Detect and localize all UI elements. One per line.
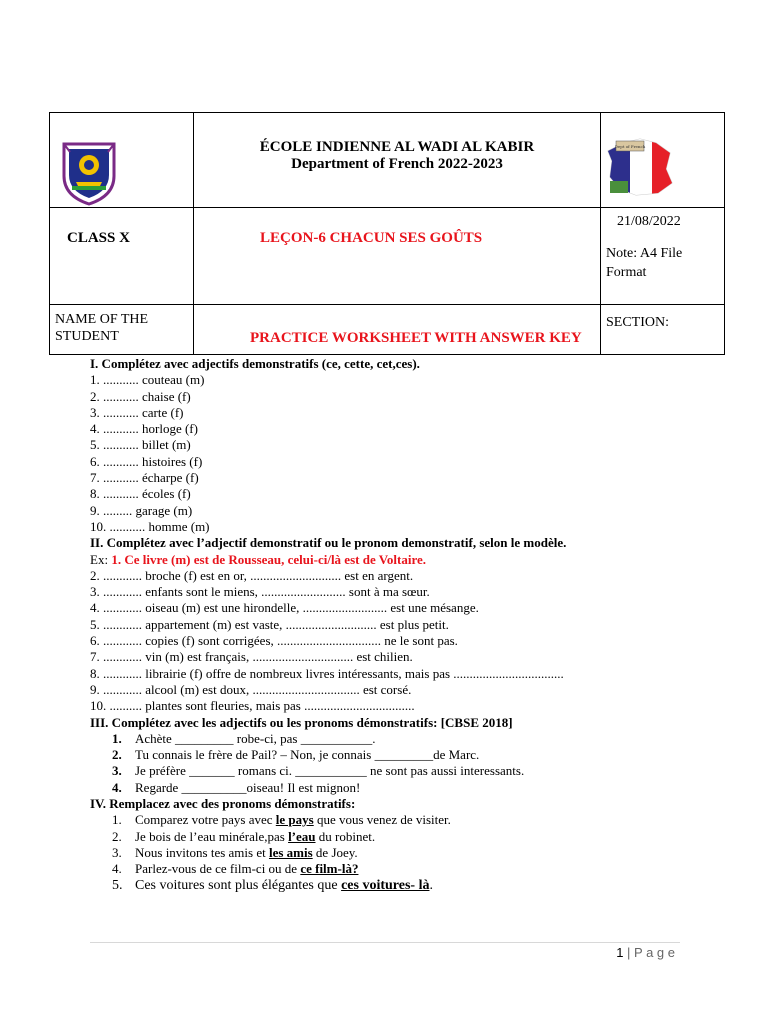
- list-item: 5. ............ appartement (m) est vaste, ............................ est plus petit.: [90, 616, 449, 632]
- section-4-list: [90, 812, 710, 893]
- flag-cell: [601, 113, 725, 208]
- list-item: 3. ........... carte (f): [90, 404, 184, 420]
- worksheet-body: [90, 356, 710, 894]
- logo-cell: [50, 113, 194, 208]
- page-footer: [616, 945, 675, 960]
- list-item: 4. Parlez-vous de ce film-ci ou de ce film-là?: [112, 861, 359, 877]
- school-name: ÉCOLE INDIENNE AL WADI AL KABIR: [259, 139, 535, 155]
- worksheet-title: PRACTICE WORKSHEET WITH ANSWER KEY: [250, 330, 582, 346]
- list-item: 4. ............ oiseau (m) est une hirondelle, .......................... est une mésange.: [90, 600, 479, 616]
- list-item: 9. ............ alcool (m) est doux, ................................. est corsé.: [90, 681, 412, 697]
- class-label: CLASS X: [67, 230, 130, 246]
- student-name-label: NAME OF THE STUDENT: [55, 312, 149, 344]
- list-item: 4. Regarde __________oiseau! Il est mignon!: [112, 779, 361, 795]
- lesson-title: LEÇON-6 CHACUN SES GOÛTS: [260, 230, 483, 246]
- school-crest-icon: [60, 140, 118, 206]
- list-item: 1. Comparez votre pays avec le pays que vous venez de visiter.: [112, 812, 451, 828]
- list-item: 3. Nous invitons tes amis et les amis de Joey.: [112, 844, 358, 860]
- example-prefix: Ex:: [90, 551, 112, 567]
- school-title-cell: [194, 113, 601, 208]
- section-2-heading: II. Complétez avec l’adjectif demonstratif ou le pronom demonstratif, selon le modèle.: [90, 535, 567, 551]
- section-2-list: [90, 568, 710, 715]
- list-item: 1. ........... couteau (m): [90, 372, 205, 388]
- section-2-example: [90, 552, 710, 568]
- footer-divider: [90, 942, 680, 943]
- list-item: 10. .......... plantes sont fleuries, mais pas ..................................: [90, 698, 415, 714]
- flag-badge-text: Dept of French: [614, 144, 646, 149]
- class-cell: [50, 208, 194, 305]
- list-item: 7. ............ vin (m) est français, ............................... est chilien.: [90, 649, 413, 665]
- header-table: [49, 112, 725, 355]
- section-cell: [601, 305, 725, 355]
- list-item: 5. ........... billet (m): [90, 437, 191, 453]
- list-item: 8. ........... écoles (f): [90, 486, 191, 502]
- list-item: 4. ........... horloge (f): [90, 421, 198, 437]
- list-item: 5. Ces voitures sont plus élégantes que ces voitures- là.: [112, 877, 433, 893]
- worksheet-cell: [194, 305, 601, 355]
- date-cell: [601, 208, 725, 305]
- france-map-flag-icon: [606, 137, 676, 197]
- list-item: 2. Je bois de l’eau minérale,pas l’eau du robinet.: [112, 828, 376, 844]
- list-item: 9. ......... garage (m): [90, 502, 193, 518]
- section-3-heading: III. Complétez avec les adjectifs ou les pronoms démonstratifs: [CBSE 2018]: [90, 714, 513, 730]
- section-label: SECTION:: [606, 315, 669, 330]
- list-item: 8. ............ librairie (f) offre de nombreux livres intéressants, mais pas ..................................: [90, 665, 564, 681]
- list-item: 6. ........... histoires (f): [90, 453, 203, 469]
- list-item: 2. Tu connais le frère de Pail? – Non, je connais _________de Marc.: [112, 747, 480, 763]
- note-text: Note: A4 File Format: [606, 246, 683, 280]
- list-item: 10. ........... homme (m): [90, 518, 210, 534]
- list-item: 3. ............ enfants sont le miens, .......................... sont à ma sœur.: [90, 584, 430, 600]
- list-item: 3. Je préfère _______ romans ci. ___________ ne sont pas aussi interessants.: [112, 763, 525, 779]
- section-4-heading: IV. Remplacez avec des pronoms démonstratifs:: [90, 796, 356, 812]
- list-item: 2. ............ broche (f) est en or, ............................ est en argent.: [90, 567, 414, 583]
- page-label: | P a g e: [627, 945, 675, 960]
- section-1-list: [90, 372, 710, 535]
- list-item: 7. ........... écharpe (f): [90, 470, 199, 486]
- section-1-heading: I. Complétez avec adjectifs demonstratifs (ce, cette, cet,ces).: [90, 356, 420, 371]
- date-text: 21/08/2022: [617, 214, 681, 229]
- list-item: 6. ............ copies (f) sont corrigées, ................................ ne le sont pas.: [90, 633, 458, 649]
- list-item: 2. ........... chaise (f): [90, 388, 191, 404]
- section-3-list: [90, 731, 710, 796]
- list-item: 1. Achète _________ robe-ci, pas ___________.: [112, 730, 376, 746]
- page-number: 1: [616, 945, 624, 960]
- lesson-cell: [194, 208, 601, 305]
- example-text: 1. Ce livre (m) est de Rousseau, celui-ci/là est de Voltaire.: [111, 551, 427, 567]
- name-cell: [50, 305, 194, 355]
- department-title: Department of French 2022-2023: [291, 156, 503, 172]
